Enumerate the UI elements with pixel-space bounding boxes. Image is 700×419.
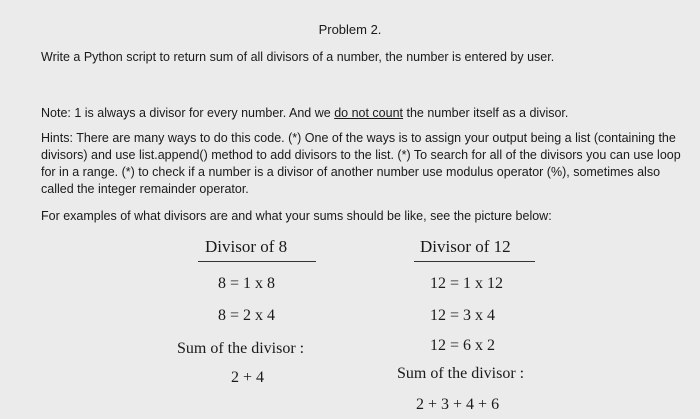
divisor-8-sum: 2 + 4 xyxy=(231,369,265,386)
divisor-8-header: Divisor of 8 xyxy=(205,237,288,256)
note-after: the number itself as a divisor. xyxy=(403,106,569,120)
divisor-8-sum-label: Sum of the divisor : xyxy=(177,340,305,357)
note-before: Note: 1 is always a divisor for every number. And we xyxy=(41,106,335,120)
examples-intro: For examples of what divisors are and what your sums should be like, see the picture below: xyxy=(41,209,552,223)
task-text: Write a Python script to return sum of all divisors of a number, the number is entered by user. xyxy=(41,50,555,64)
divisor-8-row: 8 = 1 x 8 xyxy=(218,275,276,292)
divisor-12-header: Divisor of 12 xyxy=(420,237,511,256)
divisor-12-sum: 2 + 3 + 4 + 6 xyxy=(416,396,500,413)
note-text xyxy=(41,105,568,122)
divisor-8-rule xyxy=(198,261,316,262)
problem-title: Problem 2. xyxy=(318,22,382,37)
divisor-12-row: 12 = 3 x 4 xyxy=(430,307,496,324)
divisor-12-rule xyxy=(414,261,535,262)
note-underlined: do not count xyxy=(334,106,404,120)
hints-text: Hints: There are many ways to do this code. (*) One of the ways is to assign your output being a list (containing the divisors) and use list.append() method to add divisors to the list. (*) To search for all of the divisors you can use loop for in a range. (*) to check if a number is a divisor of another number use modulus operator (%), sometimes also called the integer remainder operator. xyxy=(41,131,681,196)
divisor-12-row: 12 = 1 x 12 xyxy=(430,275,504,292)
divisor-12-row: 12 = 6 x 2 xyxy=(430,337,496,354)
divisor-8-row: 8 = 2 x 4 xyxy=(218,307,276,324)
divisor-12-sum-label: Sum of the divisor : xyxy=(397,365,525,382)
